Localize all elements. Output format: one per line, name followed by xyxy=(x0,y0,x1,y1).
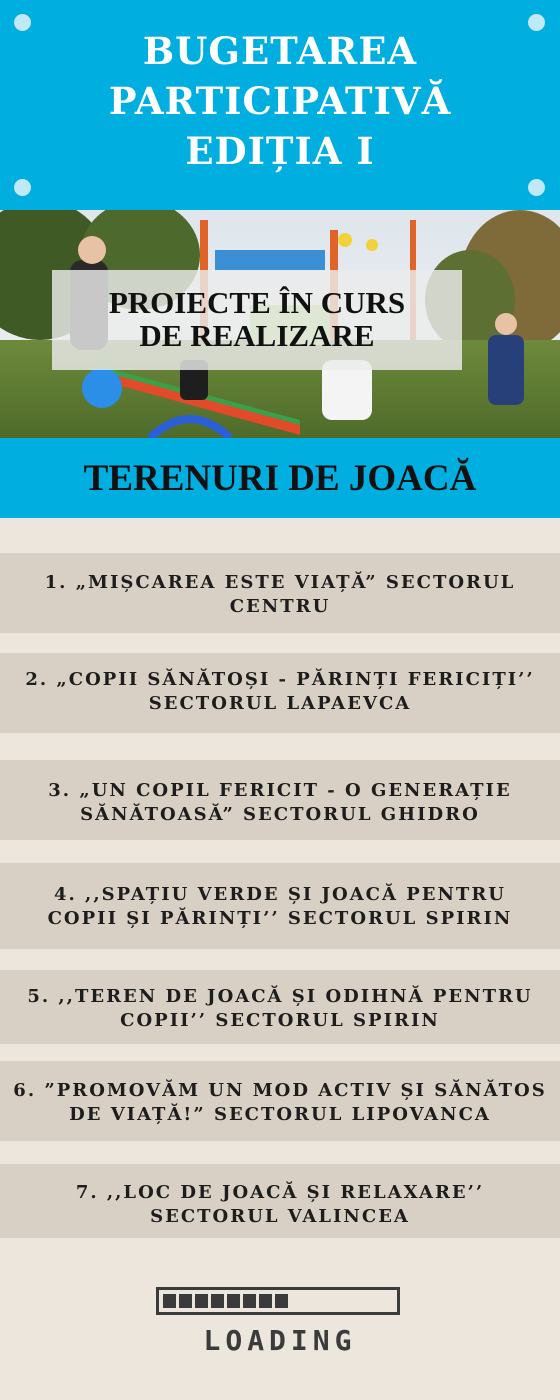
list-item-text: 4. ,,SPAȚIU VERDE ȘI JOACĂ PENTRU COPII ȘI PĂRINȚI’’ SECTORUL SPIRIN xyxy=(47,884,513,929)
loading-segment xyxy=(275,1294,288,1308)
list-item-text: 2. „COPII SĂNĂTOȘI - PĂRINȚI FERICIȚI’’ SECTORUL LAPAEVCA xyxy=(25,669,535,714)
header-banner xyxy=(0,0,560,210)
list-item-text: 7. ,,LOC DE JOACĂ ȘI RELAXARE’’ SECTORUL VALINCEA xyxy=(75,1182,485,1227)
loading-segment xyxy=(243,1294,256,1308)
playground-photo xyxy=(0,210,560,438)
list-item-text: 5. ,,TEREN DE JOACĂ ȘI ODIHNĂ PENTRU COPII’’ SECTORUL SPIRIN xyxy=(27,986,533,1031)
list-item xyxy=(0,653,560,733)
list-item xyxy=(0,863,560,949)
loading-segment xyxy=(179,1294,192,1308)
loading-segment xyxy=(195,1294,208,1308)
page-title: BUGETAREA PARTICIPATIVĂ EDIȚIA I xyxy=(108,29,452,173)
photo-subtitle: PROIECTE ÎN CURS DE REALIZARE xyxy=(108,285,406,353)
list-item xyxy=(0,760,560,840)
list-item-text: 1. „MIȘCAREA ESTE VIAȚĂ” SECTORUL CENTRU xyxy=(44,572,516,617)
loading-segment xyxy=(163,1294,176,1308)
section-band xyxy=(0,438,560,518)
loading-segment xyxy=(211,1294,224,1308)
list-item-text: 6. ”PROMOVĂM UN MOD ACTIV ȘI SĂNĂTOS DE VIAȚĂ!” SECTORUL LIPOVANCA xyxy=(13,1080,547,1125)
loading-segment xyxy=(227,1294,240,1308)
list-item xyxy=(0,970,560,1044)
corner-dot xyxy=(528,179,545,196)
list-item xyxy=(0,1061,560,1141)
list-item xyxy=(0,1164,560,1238)
corner-dot xyxy=(14,179,31,196)
loading-segment xyxy=(259,1294,272,1308)
loading-label: LOADING xyxy=(203,1324,357,1357)
section-title: TERENURI DE JOACĂ xyxy=(83,458,477,499)
list-item-text: 3. „UN COPIL FERICIT - O GENERAȚIE SĂNĂTOASĂ” SECTORUL GHIDRO xyxy=(48,780,512,825)
loading-bar xyxy=(156,1287,400,1315)
list-item xyxy=(0,553,560,633)
